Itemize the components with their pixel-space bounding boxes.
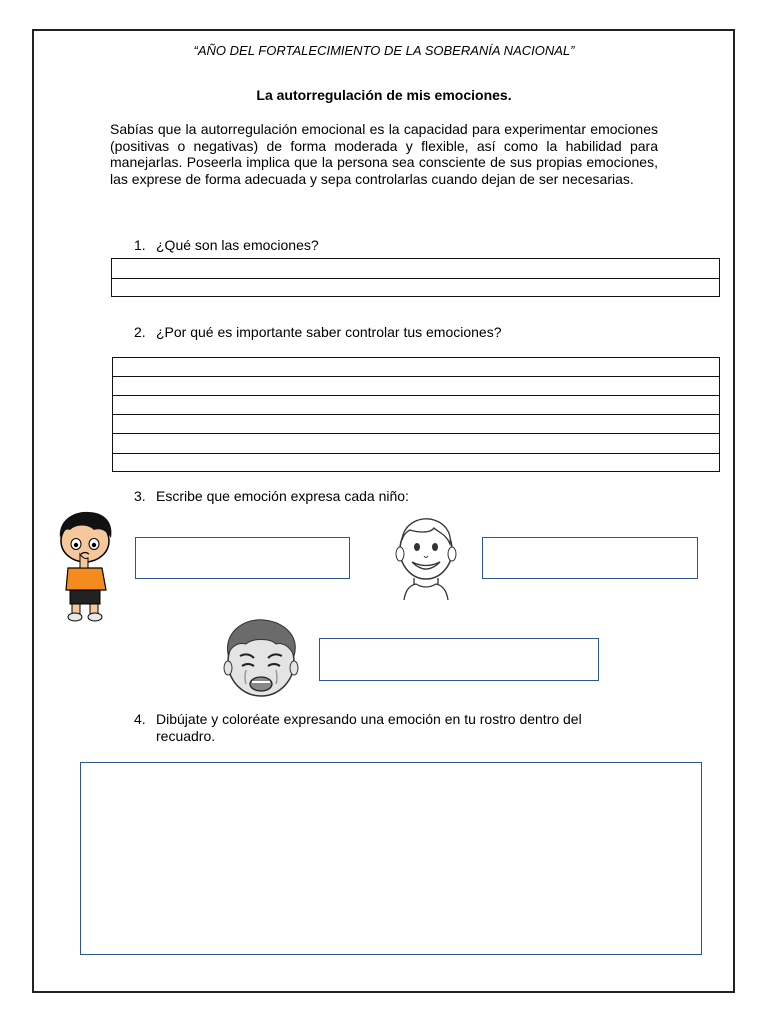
question-2	[134, 324, 502, 341]
crying-child-icon	[218, 616, 304, 704]
question-number: 1.	[134, 237, 146, 253]
happy-child-icon	[390, 514, 462, 600]
intro-paragraph: Sabías que la autorregulación emocional es la capacidad para experimentar emociones (positivas o negativas) de forma moderada y flexible, así como la habilidad para manejarlas. Poseerla implica que la persona sea consciente de sus propias emociones, las exprese de forma adecuada y sepa controlarlas cuando dejan de ser necesarias.	[110, 121, 658, 187]
question-1	[134, 237, 319, 254]
answer-line-q2-3[interactable]	[112, 395, 720, 415]
answer-line-q2-1[interactable]	[112, 357, 720, 377]
emotion-answer-box-2[interactable]	[482, 537, 698, 579]
question-text: Escribe que emoción expresa cada niño:	[156, 488, 409, 504]
answer-line-q1-1[interactable]	[111, 258, 720, 279]
motto: “AÑO DEL FORTALECIMIENTO DE LA SOBERANÍA NACIONAL”	[193, 43, 575, 58]
question-4	[134, 711, 658, 745]
drawing-box[interactable]	[80, 762, 702, 955]
question-number: 2.	[134, 324, 146, 340]
question-text-line-2: recuadro.	[156, 728, 216, 744]
emotion-answer-box-1[interactable]	[135, 537, 350, 579]
question-number: 4.	[134, 711, 146, 727]
answer-line-q2-5[interactable]	[112, 433, 720, 454]
page-title: La autorregulación de mis emociones.	[256, 87, 512, 103]
question-number: 3.	[134, 488, 146, 504]
question-text: ¿Por qué es importante saber controlar tus emociones?	[156, 324, 502, 340]
nervous-child-icon	[54, 508, 116, 623]
emotion-answer-box-3[interactable]	[319, 638, 599, 681]
answer-line-q1-2[interactable]	[111, 278, 720, 297]
answer-line-q2-2[interactable]	[112, 376, 720, 396]
answer-line-q2-4[interactable]	[112, 414, 720, 434]
question-text-line-1: Dibújate y coloréate expresando una emoción en tu rostro dentro del	[156, 711, 582, 727]
question-text: ¿Qué son las emociones?	[156, 237, 319, 253]
question-3	[134, 488, 409, 505]
answer-line-q2-6[interactable]	[112, 453, 720, 472]
